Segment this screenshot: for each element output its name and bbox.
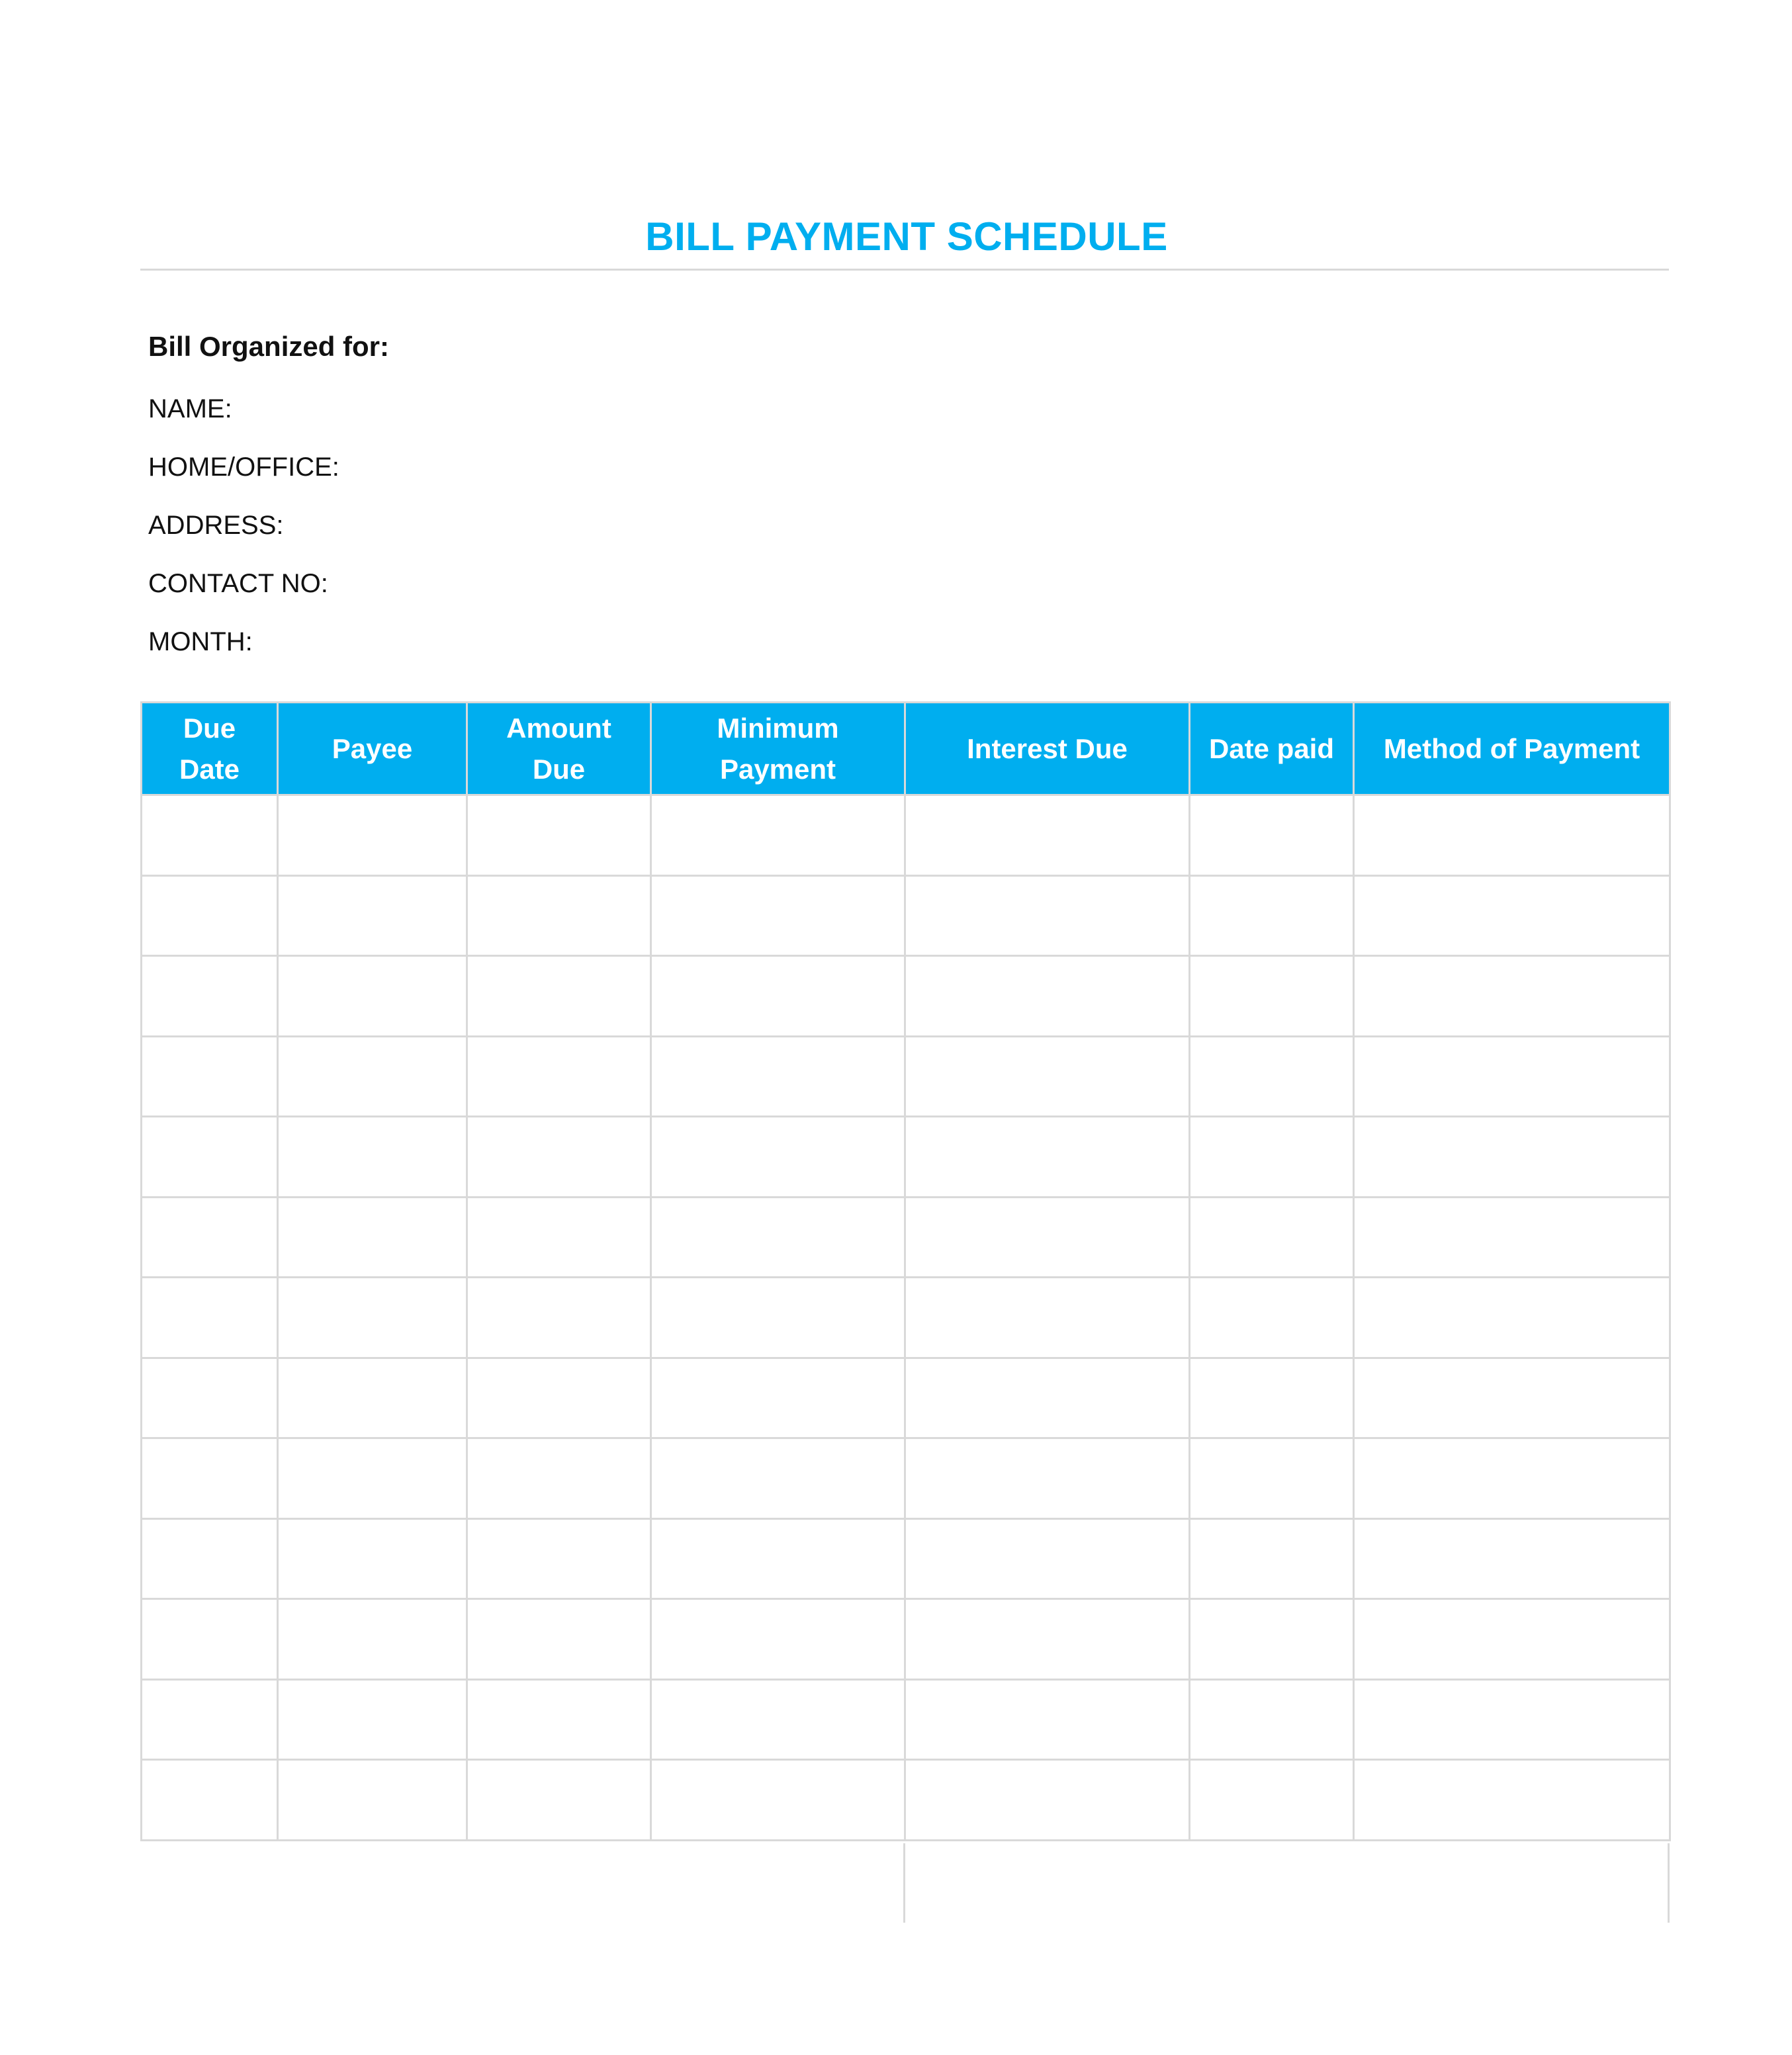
table-row [142,1278,1670,1358]
table-cell-method-of-payment[interactable] [1354,1518,1670,1599]
table-cell-method-of-payment[interactable] [1354,1278,1670,1358]
column-header-date-paid: Date paid [1190,703,1354,795]
table-row [142,1358,1670,1438]
table-cell-due-date[interactable] [142,1278,278,1358]
table-cell-payee[interactable] [278,1518,467,1599]
page-title: BILL PAYMENT SCHEDULE [645,214,1168,259]
table-row [142,1679,1670,1760]
table-cell-date-paid[interactable] [1190,1278,1354,1358]
table-cell-date-paid[interactable] [1190,956,1354,1037]
field-home-office-label: HOME/OFFICE: [148,453,339,482]
table-row [142,1599,1670,1680]
table-cell-method-of-payment[interactable] [1354,1117,1670,1198]
table-cell-date-paid[interactable] [1190,1518,1354,1599]
table-cell-amount-due[interactable] [467,875,651,956]
table-cell-payee[interactable] [278,1599,467,1680]
table-cell-due-date[interactable] [142,1358,278,1438]
table-cell-amount-due[interactable] [467,1197,651,1278]
table-cell-amount-due[interactable] [467,1278,651,1358]
table-cell-interest-due[interactable] [905,1197,1190,1278]
table-cell-date-paid[interactable] [1190,1760,1354,1841]
table-cell-minimum-payment[interactable] [651,875,905,956]
table-row [142,1518,1670,1599]
table-cell-method-of-payment[interactable] [1354,795,1670,876]
table-cell-method-of-payment[interactable] [1354,1760,1670,1841]
table-cell-minimum-payment[interactable] [651,1679,905,1760]
table-cell-interest-due[interactable] [905,1518,1190,1599]
column-header-minimum-payment: Minimum Payment [651,703,905,795]
table-row [142,1197,1670,1278]
table-cell-interest-due[interactable] [905,1438,1190,1519]
organized-for-heading: Bill Organized for: [148,331,390,362]
table-cell-interest-due[interactable] [905,1679,1190,1760]
table-cell-payee[interactable] [278,1197,467,1278]
table-cell-date-paid[interactable] [1190,1358,1354,1438]
column-header-due-date: Due Date [142,703,278,795]
table-cell-minimum-payment[interactable] [651,1278,905,1358]
table-cell-date-paid[interactable] [1190,1679,1354,1760]
table-cell-minimum-payment[interactable] [651,956,905,1037]
table-cell-due-date[interactable] [142,1679,278,1760]
table-cell-minimum-payment[interactable] [651,1117,905,1198]
bill-schedule-table [140,701,1671,1841]
table-cell-due-date[interactable] [142,875,278,956]
table-cell-method-of-payment[interactable] [1354,1599,1670,1680]
table-cell-interest-due[interactable] [905,1036,1190,1117]
table-cell-amount-due[interactable] [467,1358,651,1438]
table-row [142,1117,1670,1198]
table-cell-due-date[interactable] [142,1760,278,1841]
table-body [142,795,1670,1841]
table-row [142,795,1670,876]
column-header-method-of-payment: Method of Payment [1354,703,1670,795]
table-cell-minimum-payment[interactable] [651,1358,905,1438]
table-cell-minimum-payment[interactable] [651,1760,905,1841]
table-cell-amount-due[interactable] [467,1599,651,1680]
table-row [142,956,1670,1037]
table-cell-payee[interactable] [278,1760,467,1841]
field-contact-no-label: CONTACT NO: [148,569,328,598]
column-header-payee: Payee [278,703,467,795]
table-cell-payee[interactable] [278,875,467,956]
table-cell-method-of-payment[interactable] [1354,1358,1670,1438]
table-cell-payee[interactable] [278,1117,467,1198]
table-tail-line [1668,1843,1670,1923]
table-cell-due-date[interactable] [142,956,278,1037]
table-cell-due-date[interactable] [142,1599,278,1680]
table-cell-due-date[interactable] [142,1518,278,1599]
table-cell-payee[interactable] [278,1679,467,1760]
table-cell-interest-due[interactable] [905,1358,1190,1438]
table-cell-method-of-payment[interactable] [1354,1679,1670,1760]
column-header-interest-due: Interest Due [905,703,1190,795]
table-cell-due-date[interactable] [142,1438,278,1519]
table-cell-amount-due[interactable] [467,1117,651,1198]
table-cell-payee[interactable] [278,1278,467,1358]
table-cell-due-date[interactable] [142,795,278,876]
table-cell-method-of-payment[interactable] [1354,1036,1670,1117]
table-cell-method-of-payment[interactable] [1354,1197,1670,1278]
field-month-label: MONTH: [148,627,253,656]
table-cell-date-paid[interactable] [1190,1438,1354,1519]
table-cell-amount-due[interactable] [467,1679,651,1760]
field-name-label: NAME: [148,394,232,423]
table-cell-minimum-payment[interactable] [651,1438,905,1519]
table-cell-date-paid[interactable] [1190,1599,1354,1680]
table-cell-interest-due[interactable] [905,795,1190,876]
table-cell-payee[interactable] [278,1358,467,1438]
table-row [142,875,1670,956]
table-cell-amount-due[interactable] [467,1438,651,1519]
table-cell-payee[interactable] [278,795,467,876]
field-address-label: ADDRESS: [148,511,284,540]
table-row [142,1760,1670,1841]
table-cell-payee[interactable] [278,956,467,1037]
table-row [142,1036,1670,1117]
table-cell-date-paid[interactable] [1190,1197,1354,1278]
table-cell-amount-due[interactable] [467,795,651,876]
column-header-amount-due: Amount Due [467,703,651,795]
table-cell-date-paid[interactable] [1190,795,1354,876]
table-cell-minimum-payment[interactable] [651,1036,905,1117]
table-cell-date-paid[interactable] [1190,1036,1354,1117]
table-cell-payee[interactable] [278,1438,467,1519]
table-cell-payee[interactable] [278,1036,467,1117]
table-cell-amount-due[interactable] [467,956,651,1037]
table-cell-due-date[interactable] [142,1197,278,1278]
table-cell-interest-due[interactable] [905,1278,1190,1358]
table-cell-date-paid[interactable] [1190,1117,1354,1198]
table-cell-method-of-payment[interactable] [1354,875,1670,956]
table-cell-amount-due[interactable] [467,1036,651,1117]
table-header-row [142,703,1670,795]
table-cell-amount-due[interactable] [467,1518,651,1599]
table-row [142,1438,1670,1519]
table-cell-interest-due[interactable] [905,1760,1190,1841]
table-cell-due-date[interactable] [142,1117,278,1198]
table-cell-minimum-payment[interactable] [651,795,905,876]
table-cell-minimum-payment[interactable] [651,1599,905,1680]
table-cell-interest-due[interactable] [905,875,1190,956]
table-cell-minimum-payment[interactable] [651,1518,905,1599]
table-cell-minimum-payment[interactable] [651,1197,905,1278]
table-cell-amount-due[interactable] [467,1760,651,1841]
table-cell-interest-due[interactable] [905,1117,1190,1198]
title-divider [140,269,1669,271]
table-cell-interest-due[interactable] [905,1599,1190,1680]
table-cell-interest-due[interactable] [905,956,1190,1037]
table-cell-due-date[interactable] [142,1036,278,1117]
table-cell-date-paid[interactable] [1190,875,1354,956]
table-cell-method-of-payment[interactable] [1354,1438,1670,1519]
table-cell-method-of-payment[interactable] [1354,956,1670,1037]
table-tail-line [903,1843,905,1923]
